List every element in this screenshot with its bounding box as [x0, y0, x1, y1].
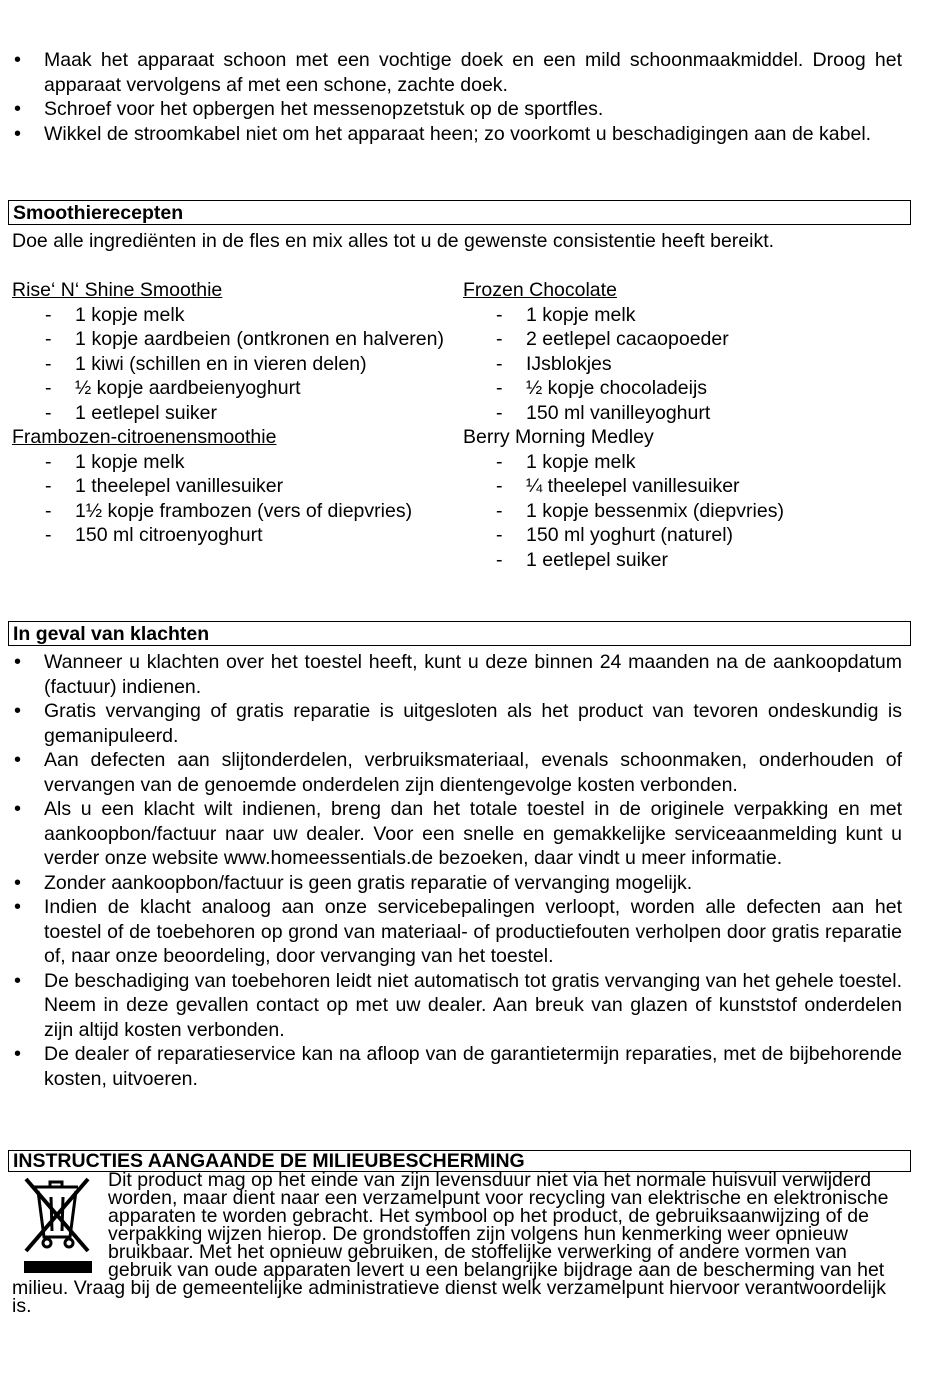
list-item: • De beschadiging van toebehoren leidt niet automatisch tot gratis vervanging van het gehele toestel. Neem in deze gevallen contact op met uw dealer. Aan breuk van glazen of kunststof onderdelen zijn altijd kosten verbonden. — [12, 969, 902, 1043]
recipe-title: Berry Morning Medley — [463, 426, 654, 448]
ingredient-item: - 1 kiwi (schillen en in vieren delen) — [12, 352, 444, 377]
ingredient-item: - 1 kopje aardbeien (ontkronen en halveren) — [12, 327, 444, 352]
recipe-title: Frambozen-citroenensmoothie — [12, 426, 277, 448]
recipe-title: Rise‘ N‘ Shine Smoothie — [12, 279, 223, 301]
complaints-section-header: In geval van klachten — [8, 621, 911, 646]
ingredient-item: - ½ kopje aardbeienyoghurt — [12, 376, 444, 401]
ingredient-item: - ¼ theelepel vanillesuiker — [463, 474, 895, 499]
ingredient-item: - ½ kopje chocoladeijs — [463, 376, 895, 401]
ingredient-item: - 1 kopje melk — [463, 303, 895, 328]
list-item: • Aan defecten aan slijtonderdelen, verbruiksmateriaal, evenals schoonmaken, onderhouden of vervangen van de genoemde onderdelen zijn dientengevolge kosten verbonden. — [12, 748, 902, 797]
ingredient-list — [463, 450, 895, 573]
list-item: • Schroef voor het opbergen het messenopzetstuk op de sportfles. — [12, 97, 902, 122]
weee-crossed-bin-icon — [12, 1171, 104, 1275]
recipe-column-right — [463, 278, 895, 572]
ingredient-item: - 150 ml yoghurt (naturel) — [463, 523, 895, 548]
list-item: • De dealer of reparatieservice kan na afloop van de garantietermijn reparaties, met de bijbehorende kosten, uitvoeren. — [12, 1042, 902, 1091]
list-item: • Wanneer u klachten over het toestel heeft, kunt u deze binnen 24 maanden na de aankoopdatum (factuur) indienen. — [12, 650, 902, 699]
smoothie-intro: Doe alle ingrediënten in de fles en mix alles tot u de gewenste consistentie heeft bereikt. — [12, 230, 775, 252]
environment-section-header: INSTRUCTIES AANGAANDE DE MILIEUBESCHERMING — [8, 1150, 911, 1172]
ingredient-list — [12, 303, 444, 426]
ingredient-item: - 1 kopje bessenmix (diepvries) — [463, 499, 895, 524]
ingredient-item: - 1 theelepel vanillesuiker — [12, 474, 444, 499]
ingredient-item: - 1 eetlepel suiker — [463, 548, 895, 573]
ingredient-item: - 1 kopje melk — [463, 450, 895, 475]
ingredient-list — [12, 450, 444, 548]
smoothie-section-header: Smoothierecepten — [8, 200, 911, 225]
ingredient-item: - 1 eetlepel suiker — [12, 401, 444, 426]
complaints-list — [12, 650, 902, 1091]
list-item: • Als u een klacht wilt indienen, breng dan het totale toestel in de originele verpakking en met aankoopbon/factuur naar uw dealer. Voor een snelle en gemakkelijke serviceaanmelding kunt u verder onze website www.homeessentials.de bezoeken, daar vindt u meer informatie. — [12, 797, 902, 871]
ingredient-item: - 2 eetlepel cacaopoeder — [463, 327, 895, 352]
list-item: • Gratis vervanging of gratis reparatie is uitgesloten als het product van tevoren ondeskundig is gemanipuleerd. — [12, 699, 902, 748]
recipe-title: Frozen Chocolate — [463, 279, 617, 301]
list-item: • Indien de klacht analoog aan onze servicebepalingen verloopt, worden alle defecten aan het toestel of de toebehoren op grond van materiaal- of productiefouten verholpen door gratis reparatie of, naar onze beoordeling, door vervanging van het toestel. — [12, 895, 902, 969]
ingredient-item: - 1 kopje melk — [12, 303, 444, 328]
list-item: • Zonder aankoopbon/factuur is geen gratis reparatie of vervanging mogelijk. — [12, 871, 902, 896]
cleaning-instructions-list — [12, 48, 902, 146]
ingredient-item: - IJsblokjes — [463, 352, 895, 377]
list-item: • Wikkel de stroomkabel niet om het apparaat heen; zo voorkomt u beschadigingen aan de kabel. — [12, 122, 902, 147]
environment-text: Dit product mag op het einde van zijn levensduur niet via het normale huisvuil verwijderd worden, maar dient naar een verzamelpunt voor recycling van elektrische en elektronische apparaten te worden gebracht. Het symbool op het product, de gebruiksaanwijzing of de verpakking wijzen hierop. De grondstoffen zijn volgens hun kenmerking weer opnieuw bruikbaar. Met het opnieuw gebruiken, de stoffelijke verwerking of andere vormen van gebruik van oude apparaten levert u een belangrijke bijdrage aan de bescherming van het milieu. Vraag bij de gemeentelijke administratieve dienst welk verzamelpunt hiervoor verantwoordelijk is. — [12, 1169, 889, 1317]
ingredient-list — [463, 303, 895, 426]
environment-text-block — [12, 1171, 902, 1315]
ingredient-item: - 150 ml citroenyoghurt — [12, 523, 444, 548]
list-item: • Maak het apparaat schoon met een vochtige doek en een mild schoonmaakmiddel. Droog het apparaat vervolgens af met een schone, zachte doek. — [12, 48, 902, 97]
recipe-column-left — [12, 278, 444, 548]
ingredient-item: - 150 ml vanilleyoghurt — [463, 401, 895, 426]
ingredient-item: - 1 kopje melk — [12, 450, 444, 475]
ingredient-item: - 1½ kopje frambozen (vers of diepvries) — [12, 499, 444, 524]
